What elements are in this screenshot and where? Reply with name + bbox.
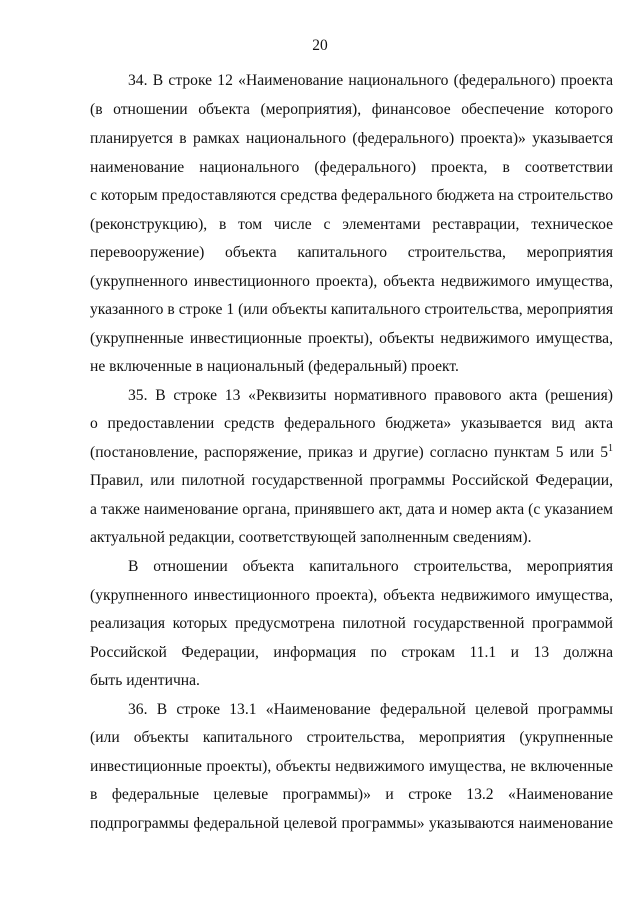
- paragraph-34-line: (укрупненного инвестиционного проекта), объекта недвижимого имущества,: [90, 273, 613, 290]
- paragraph-35-line: актуальной редакции, соответствующей заполненным сведениям).: [90, 529, 532, 546]
- paragraph-35b-line: Российской Федерации, информация по строкам 11.1 и 13 должна: [90, 644, 613, 661]
- paragraph-34-line: не включенные в национальный (федеральный) проект.: [90, 358, 459, 375]
- paragraph-34-line: с которым предоставляются средства федерального бюджета на строительство: [90, 187, 613, 204]
- page-number: 20: [312, 37, 328, 54]
- paragraph-35-line: о предоставлении средств федерального бюджета» указывается вид акта: [90, 415, 613, 432]
- footnote-superscript: 1: [608, 443, 613, 454]
- paragraph-35-line: Правил, или пилотной государственной программы Российской Федерации,: [90, 472, 613, 489]
- paragraph-35-line: 35. В строке 13 «Реквизиты нормативного правового акта (решения): [128, 387, 613, 404]
- paragraph-35b-line: (укрупненного инвестиционного проекта), объекта недвижимого имущества,: [90, 587, 613, 604]
- paragraph-35-line: [90, 443, 613, 463]
- paragraph-35-line-text: (постановление, распоряжение, приказ и другие) согласно пунктам 5 или 5: [90, 444, 608, 461]
- paragraph-35b-line: быть идентична.: [90, 672, 200, 689]
- paragraph-36-line: (или объекты капитального строительства, мероприятия (укрупненные: [90, 729, 613, 746]
- paragraph-36-line: подпрограммы федеральной целевой программы» указываются наименование: [90, 815, 613, 832]
- paragraph-34-line: (укрупненные инвестиционные проекты), объекты недвижимого имущества,: [90, 330, 613, 347]
- paragraph-35b-line: реализация которых предусмотрена пилотной государственной программой: [90, 615, 613, 632]
- paragraph-35-line: а также наименование органа, принявшего акт, дата и номер акта (с указанием: [90, 501, 613, 518]
- paragraph-36-line: 36. В строке 13.1 «Наименование федеральной целевой программы: [128, 701, 613, 718]
- paragraph-34-line: 34. В строке 12 «Наименование национального (федерального) проекта: [128, 72, 613, 89]
- paragraph-34-line: (в отношении объекта (мероприятия), финансовое обеспечение которого: [90, 101, 613, 118]
- paragraph-34-line: наименование национального (федерального) проекта, в соответствии: [90, 159, 613, 176]
- paragraph-34-line: перевооружение) объекта капитального строительства, мероприятия: [90, 244, 613, 261]
- paragraph-36-line: инвестиционные проекты), объекты недвижимого имущества, не включенные: [90, 758, 613, 775]
- paragraph-35b-line: В отношении объекта капитального строительства, мероприятия: [128, 558, 613, 575]
- paragraph-36-line: в федеральные целевые программы)» и строке 13.2 «Наименование: [90, 786, 613, 803]
- paragraph-34-line: (реконструкцию), в том числе с элементами реставрации, техническое: [90, 216, 613, 233]
- paragraph-34-line: указанного в строке 1 (или объекты капитального строительства, мероприятия: [90, 301, 613, 318]
- paragraph-34-line: планируется в рамках национального (федерального) проекта)» указывается: [90, 130, 613, 147]
